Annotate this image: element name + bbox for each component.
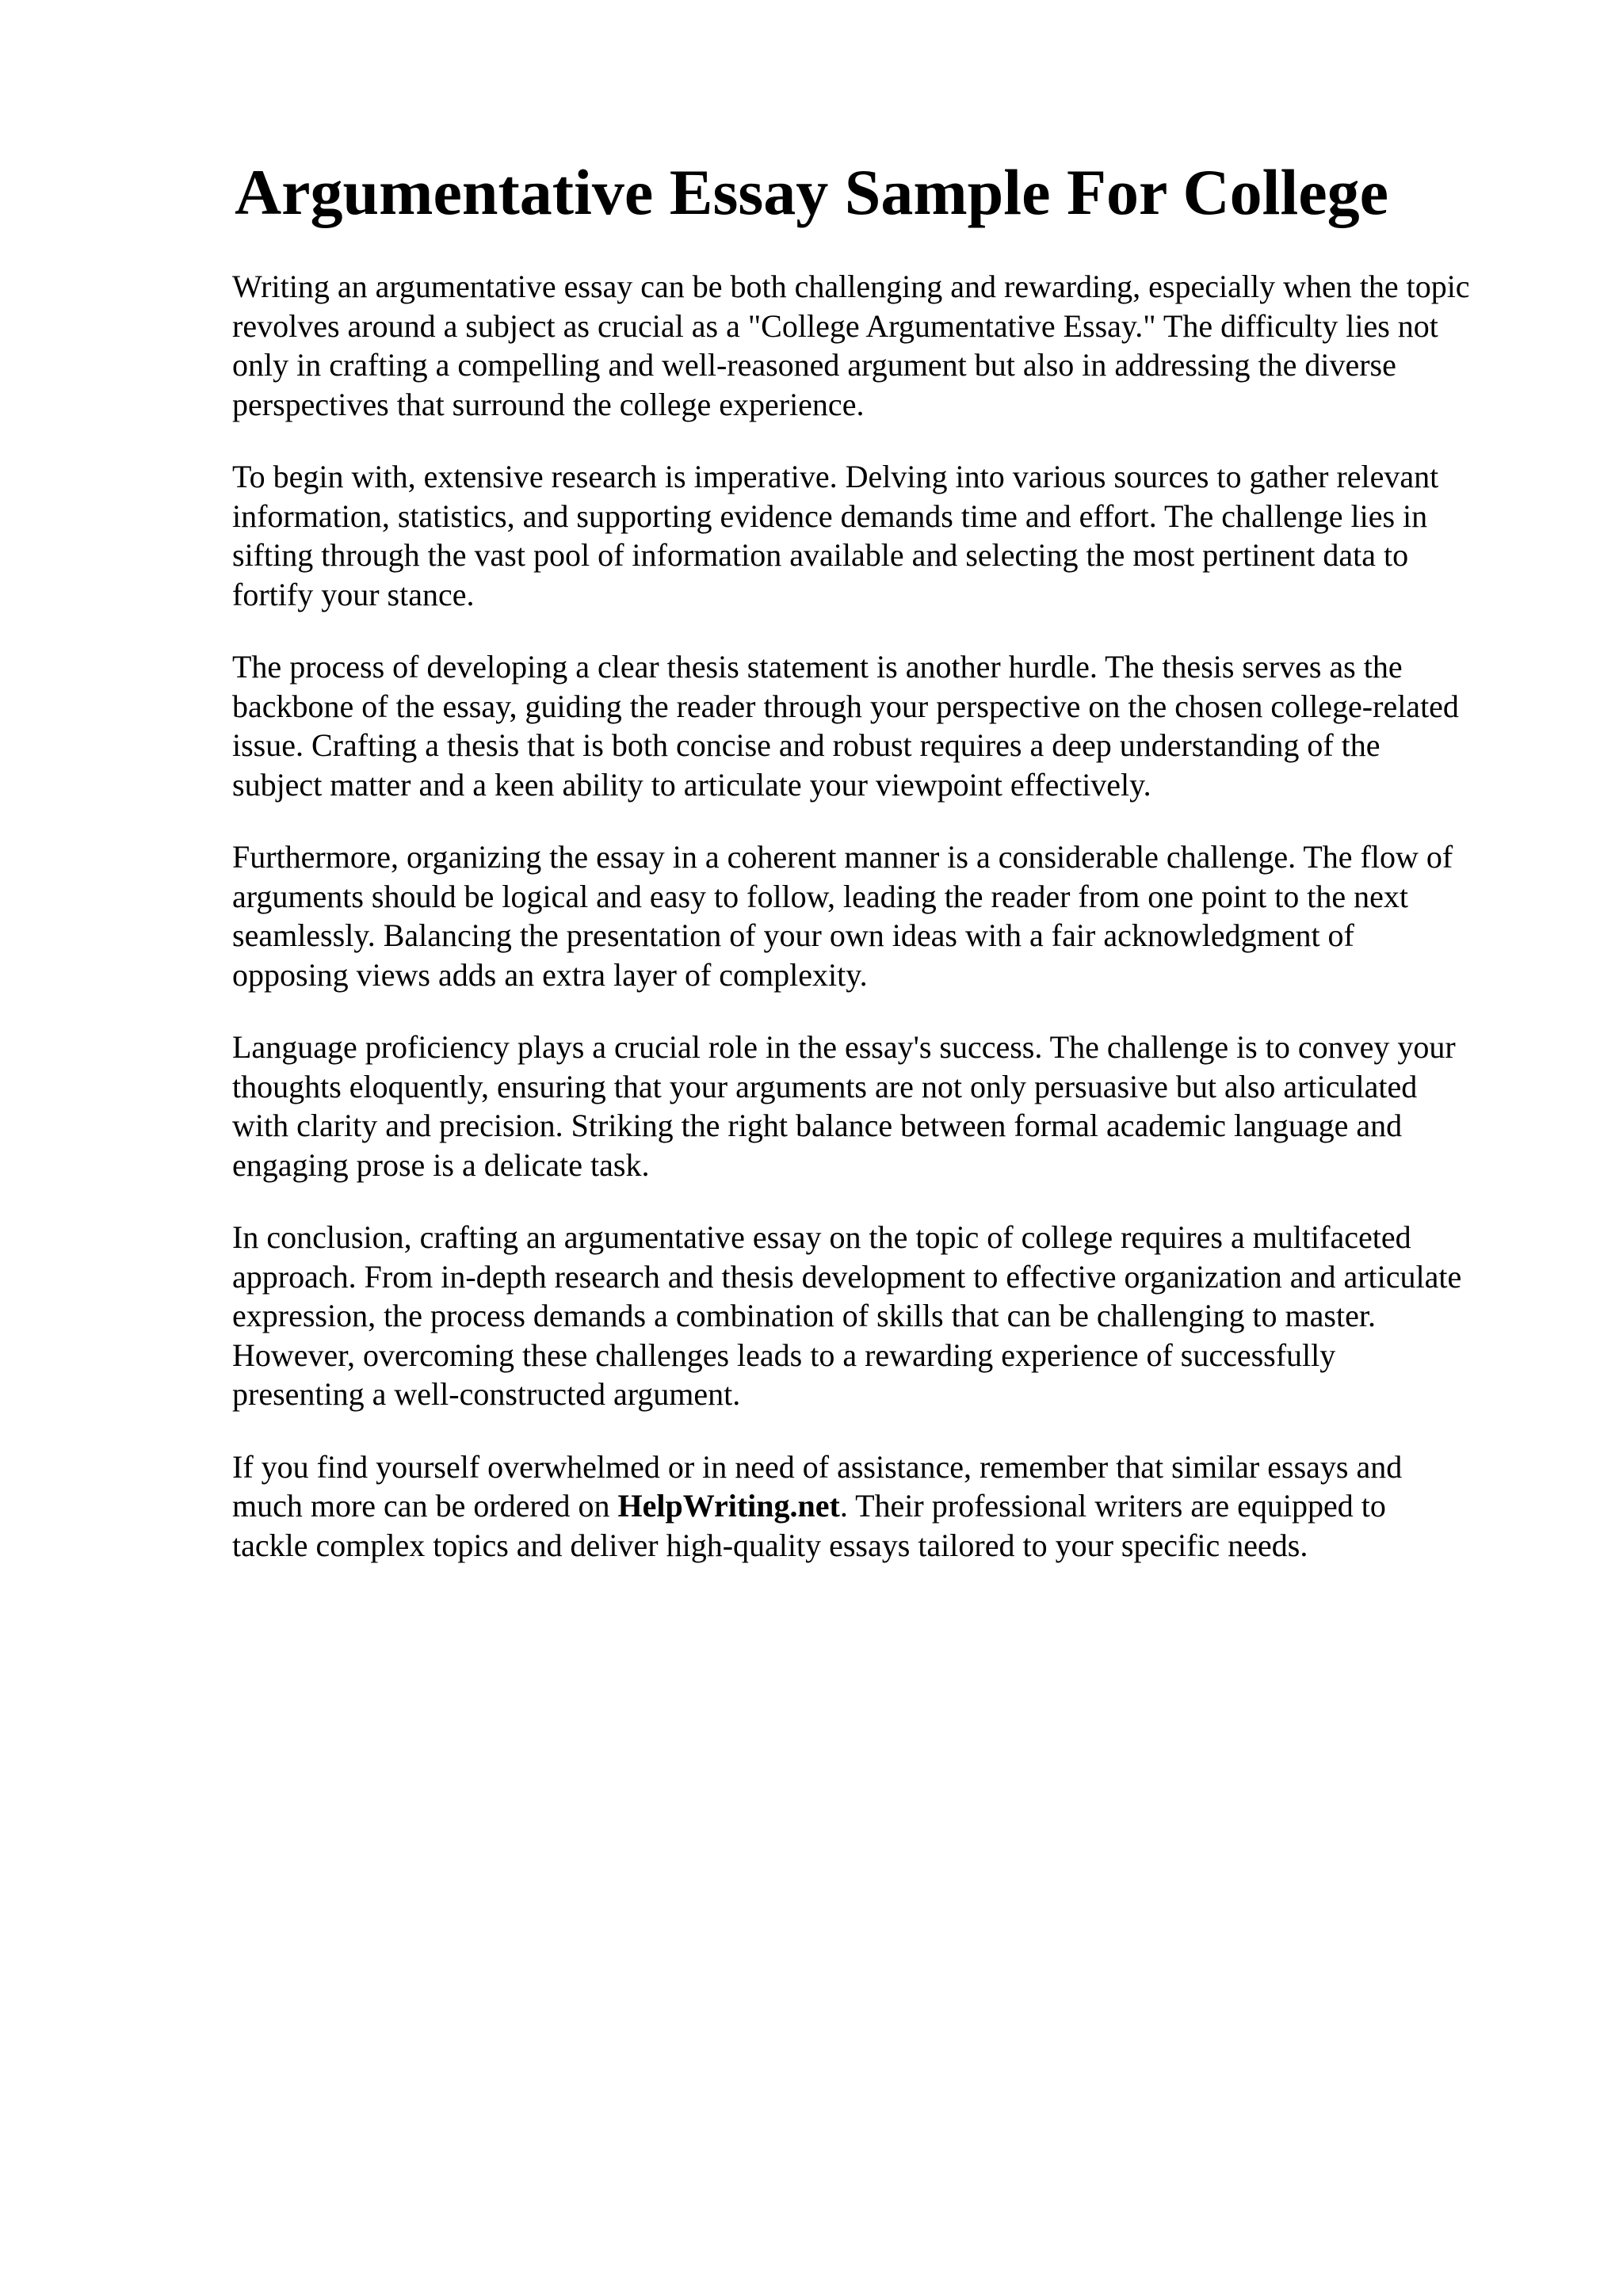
paragraph-closing <box>232 1447 1548 1566</box>
document-body <box>232 267 1548 1598</box>
paragraph-intro: Writing an argumentative essay can be both challenging and rewarding, especially when the topic revolves around a subject as crucial as a "College Argumentative Essay." The difficulty lies not only in crafting a compelling and well-reasoned argument but also in addressing the diverse perspectives that surround the college experience. <box>232 269 1470 422</box>
paragraph-conclusion: In conclusion, crafting an argumentative essay on the topic of college requires a multifaceted approach. From in-depth research and thesis development to effective organization and articulate expression, the process demands a combination of skills that can be challenging to master. However, overcoming these challenges leads to a rewarding experience of successfully presenting a well-constructed argument. <box>232 1219 1462 1412</box>
paragraph-research: To begin with, extensive research is imperative. Delving into various sources to gather relevant information, statistics, and supporting evidence demands time and effort. The challenge lies in sifting through the vast pool of information available and selecting the most pertinent data to fortify your stance. <box>232 459 1439 612</box>
helpwriting-link[interactable]: HelpWriting.net <box>617 1488 840 1524</box>
closing-text-before-link: If you find yourself overwhelmed or in need of assistance, remember that similar essays and much more can be ordered on <box>232 1448 1403 1524</box>
closing-text-after-link: . Their professional writers are equipped to tackle complex topics and deliver high-quality essays tailored to your specific needs. <box>232 1488 1386 1563</box>
document-title: Argumentative Essay Sample For College <box>234 156 1389 228</box>
paragraph-organization: Furthermore, organizing the essay in a coherent manner is a considerable challenge. The flow of arguments should be logical and easy to follow, leading the reader from one point to the next seamlessly. Balancing the presentation of your own ideas with a fair acknowledgment of opposing views adds an extra layer of complexity. <box>232 839 1453 993</box>
paragraph-language: Language proficiency plays a crucial role in the essay's success. The challenge is to convey your thoughts eloquently, ensuring that your arguments are not only persuasive but also articulated with clarity and precision. Striking the right balance between formal academic language and engaging prose is a delicate task. <box>232 1029 1456 1183</box>
paragraph-thesis: The process of developing a clear thesis statement is another hurdle. The thesis serves as the backbone of the essay, guiding the reader through your perspective on the chosen college-related issue. Crafting a thesis that is both concise and robust requires a deep understanding of the subject matter and a keen ability to articulate your viewpoint effectively. <box>232 649 1459 803</box>
